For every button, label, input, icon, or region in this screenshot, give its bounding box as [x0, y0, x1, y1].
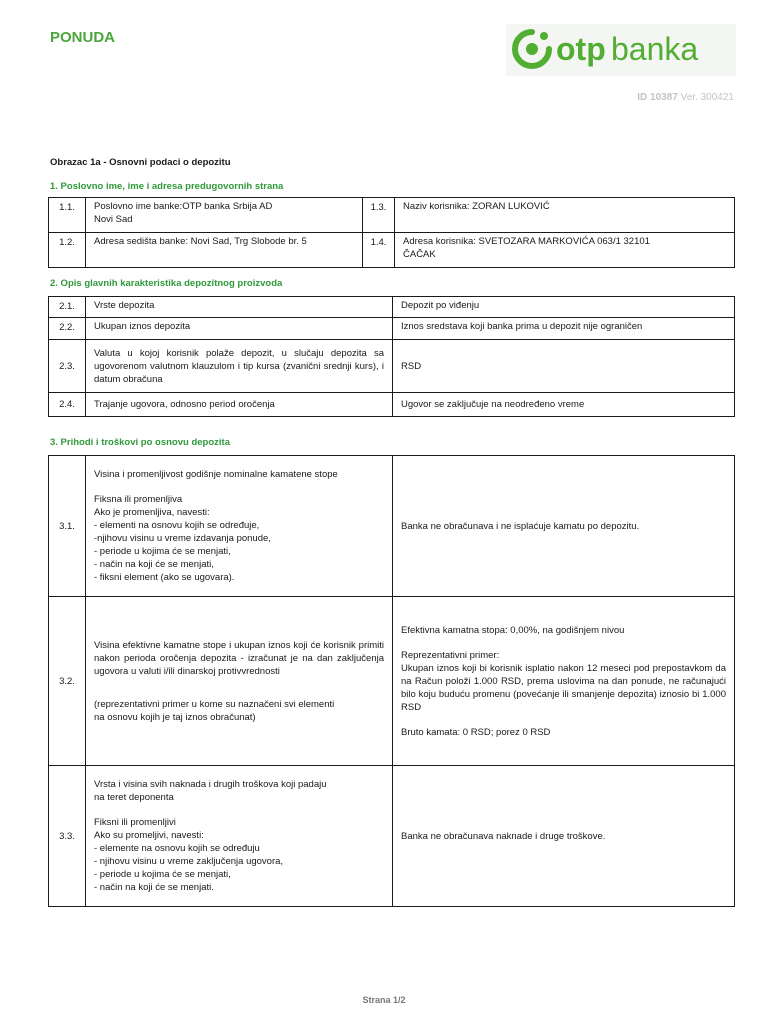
- table-row: [49, 766, 735, 907]
- row-number: 3.1.: [49, 456, 86, 597]
- row-number: 2.2.: [49, 318, 86, 340]
- row-value: Depozit po viđenju: [393, 297, 735, 318]
- row-number: 1.4.: [363, 233, 395, 268]
- table-row: [49, 456, 735, 597]
- section-2-heading: 2. Opis glavnih karakteristika depozitnog proizvoda: [50, 278, 283, 289]
- section-3-table: [48, 455, 735, 907]
- document-title: PONUDA: [50, 29, 116, 46]
- row-value: Ugovor se zaključuje na neodređeno vreme: [393, 393, 735, 417]
- otp-banka-logo: [506, 24, 736, 76]
- row-label-title: Vrsta i visina svih naknada i drugih troškova koji padaju na teret deponenta: [94, 779, 327, 803]
- logo-word-banka: banka: [611, 31, 699, 67]
- effective-rate: Efektivna kamatna stopa: 0,00%, na godišnjem nivou: [401, 624, 625, 636]
- row-value: [393, 597, 735, 766]
- section-1-table: [48, 197, 735, 268]
- row-label: Valuta u kojoj korisnik polaže depozit, u slučaju depozita sa ugovorenom valutnom klauzulom i tip kursa (zvanični srednji kurs), i datum obračuna: [86, 340, 393, 393]
- row-number: 1.3.: [363, 198, 395, 233]
- row-label: Vrste depozita: [86, 297, 393, 318]
- document-id: [637, 92, 734, 103]
- row-number: 2.1.: [49, 297, 86, 318]
- version-label: Ver. 300421: [680, 92, 734, 103]
- row-label: Trajanje ugovora, odnosno period oročenja: [86, 393, 393, 417]
- section-3-heading: 3. Prihodi i troškovi po osnovu depozita: [50, 437, 230, 448]
- row-number: 2.4.: [49, 393, 86, 417]
- form-title: Obrazac 1a - Osnovni podaci o depozitu: [50, 157, 231, 168]
- row-label-details: (reprezentativni primer u kome su naznačeni svi elementi na osnovu kojih je taj iznos obračunat): [94, 698, 335, 723]
- gross-interest: Bruto kamata: 0 RSD; porez 0 RSD: [401, 726, 551, 738]
- table-row: [49, 393, 735, 417]
- table-row: [49, 597, 735, 766]
- table-row: [49, 318, 735, 340]
- section-2-table: [48, 296, 735, 417]
- table-row: [49, 198, 735, 233]
- row-label-details: Fiksna ili promenljiva Ako je promenljiva, navesti: - elementi na osnovu kojih se određuje, -njihovu visinu u vreme izdavanja ponude, - periode u kojima će se menjati, - način na koji će se menjati, - fiksni element (ako se ugovara).: [94, 494, 271, 583]
- row-number: 3.3.: [49, 766, 86, 907]
- example-text: Ukupan iznos koji bi korisnik isplatio nakon 12 meseci pod prepostavkom da na Račun položi 1.000 RSD, prema uslovima na dan ponude, ne računajući bilo koju buduću promenu (povećanje ili smanjenje depozita) iznosio bi 1.000 RSD: [401, 662, 726, 713]
- row-number: 2.3.: [49, 340, 86, 393]
- row-number: 1.2.: [49, 233, 86, 268]
- client-address-cell: Adresa korisnika: SVETOZARA MARKOVIĆA 063/1 32101 ČAČAK: [395, 233, 735, 268]
- row-label: Ukupan iznos depozita: [86, 318, 393, 340]
- row-value: Banka ne obračunava i ne isplaćuje kamatu po depozitu.: [393, 456, 735, 597]
- row-label: [86, 456, 393, 597]
- bank-name-cell: Poslovno ime banke:OTP banka Srbija AD Novi Sad: [86, 198, 363, 233]
- client-name-cell: Naziv korisnika: ZORAN LUKOVIĆ: [395, 198, 735, 233]
- row-label-title: Visina i promenljivost godišnje nominalne kamatene stope: [94, 469, 338, 480]
- id-label: ID 10387: [637, 92, 678, 103]
- row-value: Iznos sredstava koji banka prima u depozit nije ograničen: [393, 318, 735, 340]
- table-row: [49, 297, 735, 318]
- row-value: RSD: [393, 340, 735, 393]
- bank-address-cell: Adresa sedišta banke: Novi Sad, Trg Slobode br. 5: [86, 233, 363, 268]
- section-1-heading: 1. Poslovno ime, ime i adresa predugovornih strana: [50, 181, 284, 192]
- table-row: [49, 340, 735, 393]
- row-label: [86, 766, 393, 907]
- example-title: Reprezentativni primer:: [401, 649, 500, 661]
- page-number: Strana 1/2: [362, 995, 406, 1005]
- row-label-details: Fiksni ili promenljivi Ako su promeljivi, navesti: - elemente na osnovu kojih se određuju - njihovu visinu u vreme zaključenja ugovora, - periode u kojima će se menjati, - način na koji će se menjati.: [94, 817, 284, 893]
- logo-word-otp: otp: [556, 31, 606, 67]
- row-number: 1.1.: [49, 198, 86, 233]
- table-row: [49, 233, 735, 268]
- row-label-title: Visina efektivne kamatne stope i ukupan iznos koji će korisnik primiti nakon perioda oročenja depozita - izračunat je na dan zaključenja ugovora u valuti i/ili dinarskoj protivvrednosti: [94, 639, 384, 677]
- row-number: 3.2.: [49, 597, 86, 766]
- row-label: [86, 597, 393, 766]
- row-value: Banka ne obračunava naknade i druge troškove.: [393, 766, 735, 907]
